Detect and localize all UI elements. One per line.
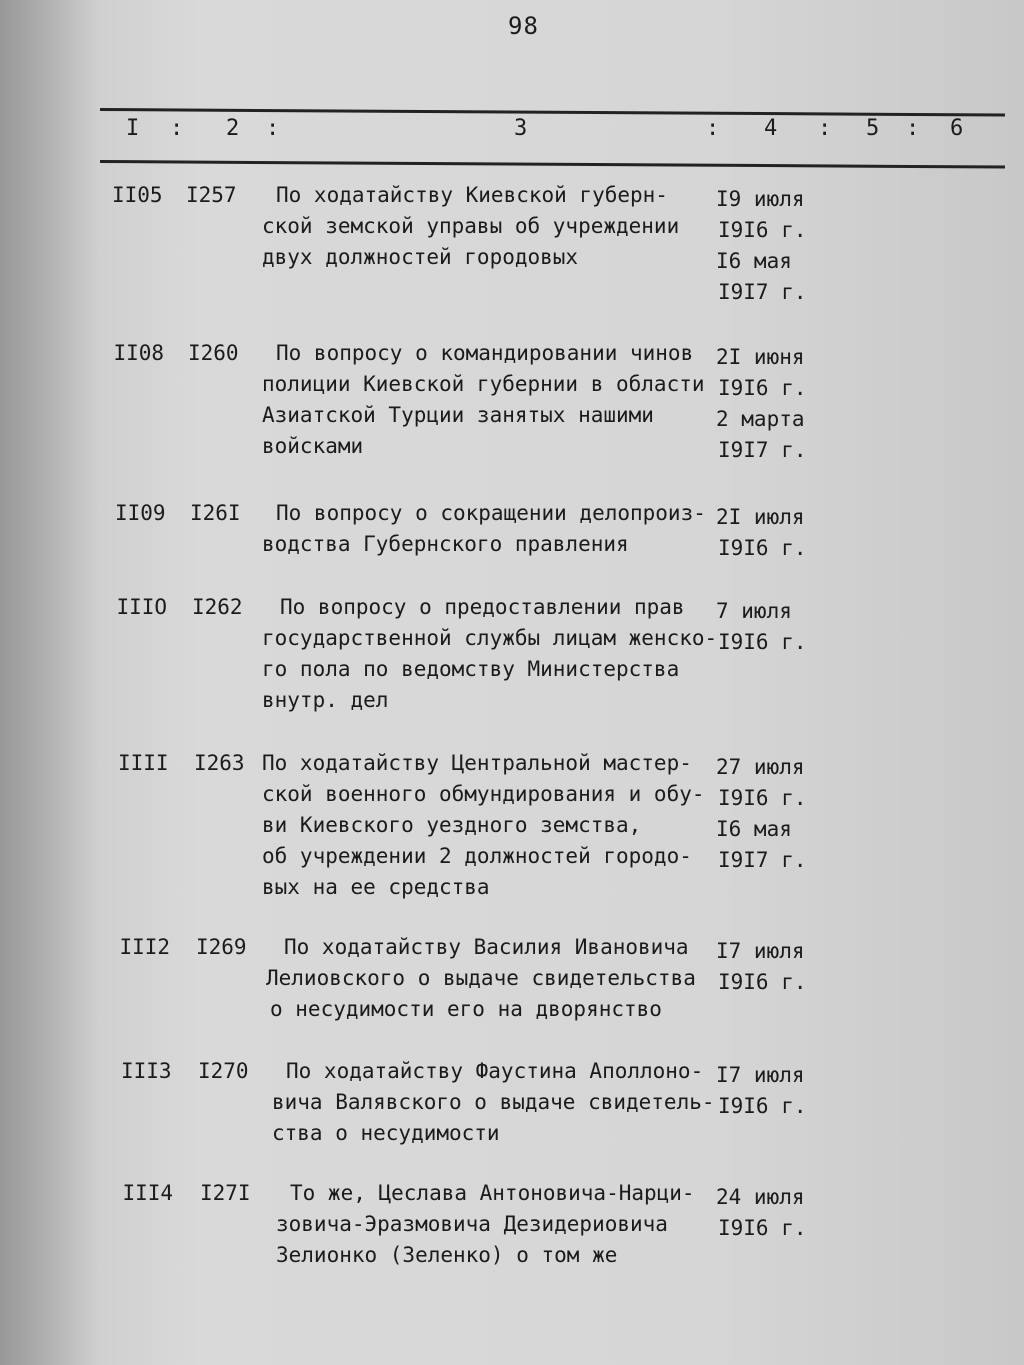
page-edge-shadow — [0, 0, 100, 1365]
date-line: I7 июля — [716, 1063, 805, 1087]
file-number: I27I — [200, 1181, 251, 1205]
file-number: I257 — [186, 183, 237, 207]
date-line: I9I6 г. — [718, 1216, 807, 1240]
header-bottom-rule — [100, 160, 1005, 169]
entry-number: III4 — [122, 1181, 174, 1205]
date-line: 24 июля — [716, 1185, 805, 1209]
case-dates — [716, 184, 826, 308]
description-line: водства Губернского правления — [262, 532, 629, 556]
header-separator: : — [906, 116, 920, 141]
file-number: I260 — [188, 341, 239, 365]
header-col-4: 4 — [764, 116, 778, 141]
page-number: 98 — [508, 12, 539, 40]
case-description — [262, 180, 722, 273]
description-line: ской земской управы об учреждении — [262, 214, 680, 238]
date-line: I9 июля — [716, 187, 805, 211]
description-line: об учреждении 2 должностей городо- — [262, 844, 692, 868]
file-number: I270 — [198, 1059, 249, 1083]
entry-number: II08 — [113, 341, 165, 365]
date-line: I9I6 г. — [718, 786, 807, 810]
description-line: Азиатской Турции занятых нашими — [262, 403, 654, 427]
date-line: 27 июля — [716, 755, 805, 779]
case-dates — [716, 1182, 826, 1244]
date-line: I9I6 г. — [718, 1094, 807, 1118]
description-line: государственной службы лицам женско- — [262, 626, 718, 650]
description-line: По ходатайству Центральной мастер- — [262, 751, 692, 775]
entry-number: II05 — [112, 183, 163, 207]
date-line: 2 марта — [716, 407, 805, 431]
description-line: Зелионко (Зеленко) о том же — [276, 1243, 618, 1267]
description-line: ской военного обмундирования и обу- — [262, 782, 705, 806]
case-dates — [716, 502, 826, 564]
date-line: I9I7 г. — [718, 438, 807, 462]
date-line: I9I6 г. — [718, 376, 807, 400]
date-line: I6 мая — [716, 249, 792, 273]
description-line: По вопросу о предоставлении прав — [280, 595, 685, 619]
description-line: По вопросу о сокращении делопроиз- — [276, 501, 706, 525]
description-line: го пола по ведомству Министерства — [262, 657, 680, 681]
header-col-3: 3 — [514, 116, 528, 141]
case-description — [262, 748, 722, 903]
case-dates — [716, 752, 826, 876]
date-line: I7 июля — [716, 939, 805, 963]
date-line: I9I6 г. — [718, 630, 807, 654]
description-line: полиции Киевской губернии в области — [262, 372, 705, 396]
file-number: I263 — [194, 751, 245, 775]
description-line: о несудимости его на дворянство — [270, 997, 662, 1021]
date-line: I9I7 г. — [718, 848, 807, 872]
header-col-1: I — [126, 116, 140, 141]
case-description — [262, 932, 722, 1025]
entry-number: II09 — [115, 501, 166, 525]
description-line: войсками — [262, 434, 364, 458]
date-line: 2I июля — [716, 505, 805, 529]
description-line: ви Киевского уездного земства, — [262, 813, 642, 837]
entry-number: III3 — [121, 1059, 172, 1083]
file-number: I269 — [196, 935, 247, 959]
date-line: I9I6 г. — [718, 218, 807, 242]
case-dates — [716, 936, 826, 998]
date-line: I9I6 г. — [718, 536, 807, 560]
entry-number: III2 — [119, 935, 171, 959]
date-line: I9I6 г. — [718, 970, 807, 994]
case-description — [262, 498, 722, 560]
description-line: По ходатайству Василия Ивановича — [284, 935, 689, 959]
entry-number: IIII — [118, 751, 169, 775]
description-line: внутр. дел — [262, 688, 389, 712]
description-line: вича Валявского о выдаче свидетель- — [272, 1090, 715, 1114]
header-col-2: 2 — [226, 116, 240, 141]
case-description — [262, 1056, 722, 1149]
description-line: По ходатайству Киевской губерн- — [276, 183, 668, 207]
case-description — [262, 1178, 722, 1271]
file-number: I26I — [190, 501, 241, 525]
description-line: вых на ее средства — [262, 875, 490, 899]
header-col-5: 5 — [866, 116, 880, 141]
description-line: ства о несудимости — [272, 1121, 500, 1145]
table-header — [0, 112, 1024, 156]
header-separator: : — [170, 116, 184, 141]
header-separator: : — [818, 116, 832, 141]
date-line: I6 мая — [716, 817, 792, 841]
description-line: По ходатайству Фаустина Аполлоно- — [286, 1059, 704, 1083]
case-dates — [716, 596, 826, 658]
description-line: двух должностей городовых — [262, 245, 579, 269]
case-dates — [716, 1060, 826, 1122]
description-line: Лелиовского о выдаче свидетельства — [266, 966, 696, 990]
date-line: I9I7 г. — [718, 280, 807, 304]
description-line: По вопросу о командировании чинов — [276, 341, 694, 365]
header-separator: : — [706, 116, 720, 141]
header-separator: : — [266, 116, 280, 141]
date-line: 2I июня — [716, 345, 805, 369]
description-line: зовича-Эразмовича Дезидериовича — [276, 1212, 668, 1236]
header-col-6: 6 — [950, 116, 964, 141]
case-dates — [716, 342, 826, 466]
case-description — [262, 338, 722, 462]
case-description — [262, 592, 722, 716]
file-number: I262 — [192, 595, 243, 619]
entry-number: IIIO — [116, 595, 168, 619]
date-line: 7 июля — [716, 599, 792, 623]
description-line: То же, Цеслава Антоновича-Нарци- — [290, 1181, 695, 1205]
